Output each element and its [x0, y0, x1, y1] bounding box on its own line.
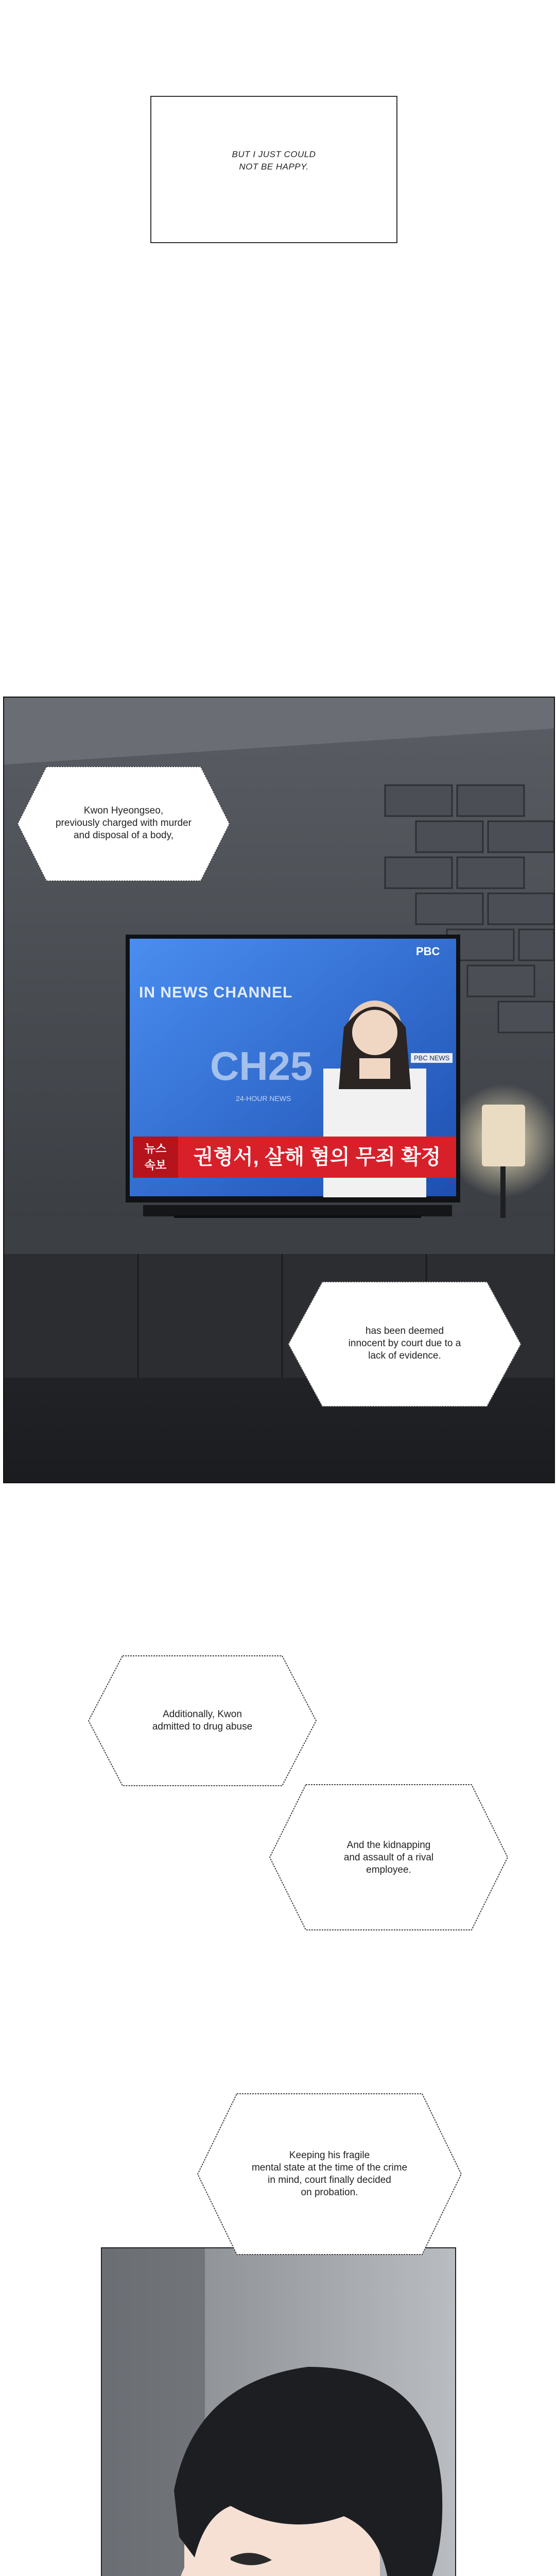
panel-tv-room: [3, 697, 555, 1483]
caption-box-6: [196, 2092, 463, 2257]
caption-text-3: has been deemed innocent by court due to a lack of evidence.: [348, 1326, 461, 1361]
caption-box-5: [268, 1783, 510, 1932]
caption-box-3: [286, 1280, 523, 1409]
caption-text-1: BUT I JUST COULD NOT BE HAPPY.: [232, 149, 316, 172]
caption-box-4: [86, 1654, 318, 1788]
caption-box-1: [150, 96, 397, 243]
caption-text-4: Additionally, Kwon admitted to drug abuse: [152, 1709, 253, 1732]
tv-small-tag: 24-HOUR NEWS: [236, 1094, 291, 1103]
caption-text-2: Kwon Hyeongseo, previously charged with murder and disposal of a body,: [55, 805, 192, 841]
tv-channel-name: IN NEWS CHANNEL: [139, 984, 293, 1001]
tv-channel-number: CH25: [210, 1043, 313, 1089]
caption-box-2: [15, 765, 232, 883]
tv-breaking-tag: 뉴스 속보: [133, 1137, 178, 1178]
caption-text-6: Keeping his fragile mental state at the time of the crime in mind, court finally decided on probation.: [251, 2150, 408, 2198]
man-profile-scene: [102, 2248, 455, 2576]
panel-man-profile: [101, 2247, 456, 2576]
caption-text-5: And the kidnapping and assault of a rival employee.: [343, 1840, 434, 1875]
tv-headline: 권형서, 살해 혐의 무죄 확정: [178, 1137, 456, 1178]
tv-side-tag: PBC NEWS: [411, 1053, 453, 1063]
tv-channel-logo: PBC: [416, 945, 440, 958]
